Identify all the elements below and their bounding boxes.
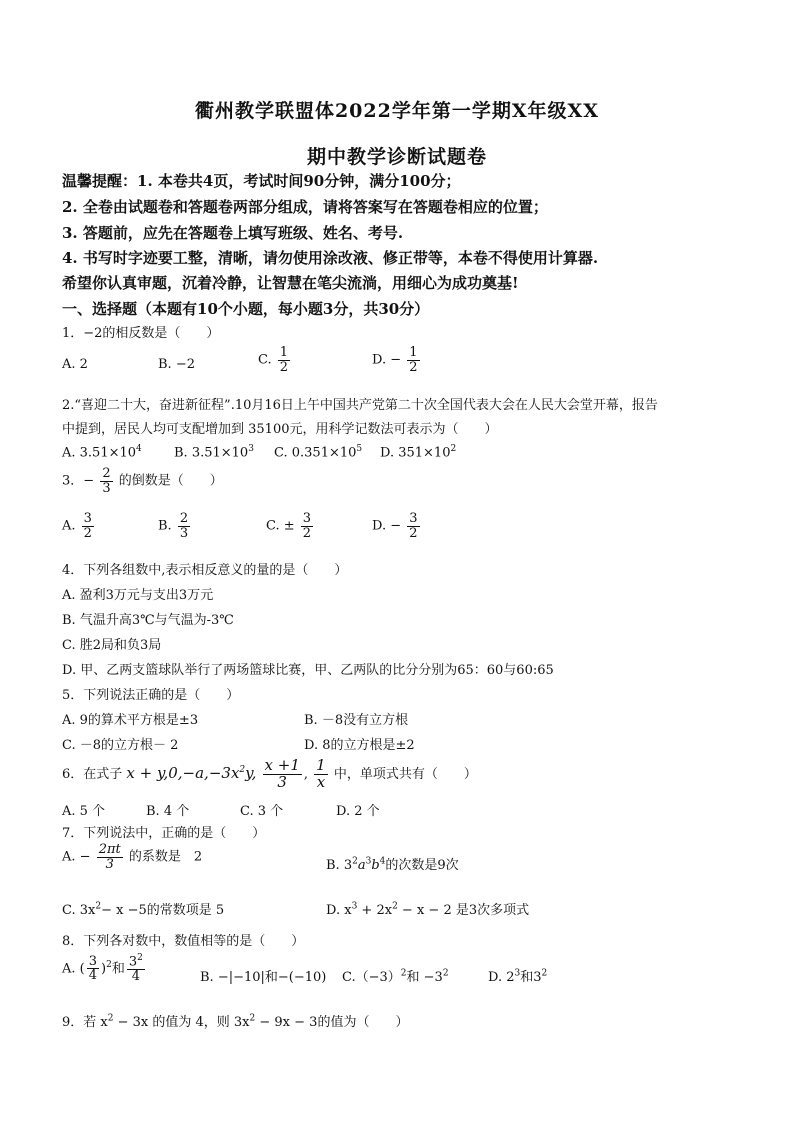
- q2-c-base: C. 0.351×10: [274, 445, 357, 461]
- question-8-stem: 8．下列各对数中，数值相等的是（ ）: [62, 934, 305, 949]
- q7-d-mid: + 2x: [357, 903, 393, 918]
- q7-a-suffix: 的系数是 2: [128, 849, 203, 865]
- q7-a-den: 3: [105, 856, 114, 872]
- q7-d-pre: D. x: [326, 903, 352, 918]
- tip-line-2: 2. 全卷由试题卷和答题卷两部分组成，请将答案写在答题卷相应的位置；: [62, 198, 548, 216]
- q1-c-num: 1: [279, 345, 289, 360]
- q8-option-a: [62, 954, 147, 984]
- q5-option-a: A. 9的算术平方根是±3: [62, 713, 199, 728]
- q8-d-pre: D. 2: [488, 970, 515, 985]
- q7-option-c: [62, 899, 224, 918]
- q7-option-d: [326, 899, 529, 918]
- q8-a-pow: ): [101, 961, 107, 977]
- q3-b-fraction: [178, 512, 190, 540]
- q8-a-exp: 2: [106, 959, 112, 970]
- q7-b-e3: 4: [379, 856, 386, 867]
- q2-a-base: A. 3.51×10: [62, 445, 137, 461]
- q3-a-fraction: [82, 512, 94, 540]
- q3-c-den: 2: [302, 525, 312, 541]
- q9-mid1: − 3x 的值为 4，则 3x: [113, 1015, 250, 1030]
- q4-option-a: A. 盈利3万元与支出3万元: [62, 588, 214, 603]
- q3-c-num: 3: [302, 511, 312, 526]
- q8-a-den: 4: [88, 968, 98, 984]
- q6-option-d: D. 2 个: [336, 804, 380, 819]
- q8-d-e1: 3: [514, 968, 521, 979]
- q7-b-e1: 2: [352, 856, 358, 867]
- q9-pre: 9．若 x: [62, 1015, 108, 1030]
- q8-c-e2: 2: [442, 968, 449, 979]
- q3-b-den: 3: [179, 525, 189, 541]
- q1-d-num: 1: [409, 345, 418, 360]
- q8-a2-num-exp: 2: [137, 953, 143, 963]
- q6-option-a: A. 5 个: [62, 804, 106, 819]
- question-2-stem-line1: 2.“喜迎二十大，奋进新征程”.10月16日上午中国共产党第二十次全国代表大会在人民大会堂开幕，报告: [62, 398, 658, 413]
- q6-f1-num: x +1: [264, 756, 300, 774]
- q2-option-a: [62, 444, 142, 460]
- q3-a-den: 2: [83, 525, 92, 541]
- q8-a-prefix: A. (: [62, 961, 85, 977]
- question-3-stem: [62, 467, 223, 495]
- q8-option-b: B. −|−10|和−(−10): [200, 970, 327, 985]
- q1-option-c: [258, 346, 292, 374]
- q3-c-prefix: C. ±: [266, 518, 295, 534]
- q6-fraction-1: [263, 758, 302, 791]
- q2-option-b: [174, 444, 254, 460]
- question-9-stem: [62, 1011, 408, 1030]
- q6-f1-den: 3: [277, 772, 287, 791]
- q2-d-base: D. 351×10: [380, 445, 451, 461]
- q8-c-mid: 和 −3: [406, 970, 443, 985]
- q7-c-e1: 2: [95, 901, 102, 912]
- q7-option-a: [62, 843, 202, 871]
- q7-d-e2: 2: [392, 901, 398, 912]
- q7-b-mid1: a: [357, 858, 366, 873]
- q8-a-fraction-2: [127, 954, 145, 984]
- q8-a-num: 3: [88, 953, 98, 969]
- q6-f2-num: 1: [316, 756, 326, 774]
- q5-option-c: C. －8的立方根－ 2: [62, 738, 179, 753]
- q4-option-b: B. 气温升高3℃与气温为-3℃: [62, 613, 234, 628]
- question-5-stem: 5．下列说法正确的是（ ）: [62, 688, 240, 703]
- question-7-stem: 7．下列说法中，正确的是（ ）: [62, 826, 266, 841]
- q8-a2-den: 4: [131, 968, 140, 984]
- q3-d-prefix: D. −: [372, 518, 402, 534]
- q6-option-c: C. 3 个: [240, 804, 284, 819]
- q4-option-d: D. 甲、乙两支篮球队举行了两场篮球比赛，甲、乙两队的比分分别为65：60与60:65: [62, 663, 554, 678]
- q1-option-d: [372, 346, 422, 374]
- q3-option-b: [158, 512, 192, 540]
- q3-den: 3: [102, 480, 111, 496]
- q2-a-exp: 4: [136, 444, 142, 454]
- question-2-stem-line2: 中提到，居民人均可支配增加到 35100元，用科学记数法可表示为（ ）: [62, 422, 498, 437]
- q8-a-fraction: [87, 955, 99, 983]
- q2-d-exp: 2: [450, 444, 457, 454]
- q3-b-prefix: B.: [158, 518, 172, 534]
- q3-d-num: 3: [409, 511, 418, 526]
- q2-option-c: [274, 444, 362, 460]
- q9-e2: 2: [249, 1013, 256, 1024]
- q7-a-num: 2πt: [98, 842, 121, 857]
- q1-c-den: 2: [279, 359, 289, 375]
- q3-prefix: 3．−: [62, 473, 95, 489]
- q4-option-c: C. 胜2局和负3局: [62, 638, 162, 653]
- q8-option-c: [342, 966, 449, 985]
- q3-b-num: 2: [179, 511, 189, 526]
- q1-option-b: B. −2: [158, 357, 195, 372]
- q7-c-post: − x −5的常数项是 5: [101, 903, 225, 918]
- q2-c-exp: 5: [356, 444, 363, 454]
- q7-b-mid2: b: [371, 858, 380, 873]
- q7-a-fraction: [97, 843, 123, 871]
- q7-d-e1: 3: [351, 901, 358, 912]
- q2-option-d: [380, 444, 456, 460]
- q8-c-e1: 2: [400, 968, 407, 979]
- q9-e1: 2: [107, 1013, 114, 1024]
- q8-d-mid: 和3: [520, 970, 542, 985]
- q8-a2-num-base: 3: [128, 954, 138, 970]
- q3-d-den: 2: [409, 525, 418, 541]
- q7-b-pre: B. 3: [326, 858, 353, 873]
- q3-d-fraction: [407, 512, 419, 540]
- q6-f2-den: x: [316, 772, 326, 791]
- q1-c-fraction: [278, 346, 290, 374]
- q8-c-pre: C.（−3）: [342, 970, 401, 985]
- q8-option-d: [488, 966, 547, 985]
- q6-prefix: 6．在式子: [62, 766, 123, 782]
- question-1-stem: 1．−2的相反数是（ ）: [62, 326, 220, 341]
- q3-a-num: 3: [83, 511, 92, 526]
- q6-expression: [126, 764, 256, 782]
- q6-sep: ,: [303, 766, 309, 782]
- q7-a-prefix: A. −: [62, 849, 91, 865]
- q6-exp: 2: [239, 764, 246, 775]
- q8-a2-num: [127, 954, 145, 970]
- exam-title-line2: 期中教学诊断试题卷: [306, 146, 487, 168]
- q2-b-exp: 3: [248, 444, 254, 454]
- q3-suffix: 的倒数是（ ）: [118, 473, 223, 489]
- q6-suffix: 中，单项式共有（ ）: [333, 766, 477, 782]
- q7-c-pre: C. 3x: [62, 903, 96, 918]
- section-title: 一、选择题（本题有10个小题，每小题3分，共30分）: [62, 300, 430, 318]
- tip-line-1: 温馨提醒：1. 本卷共4页，考试时间90分钟，满分100分；: [62, 172, 461, 190]
- q3-fraction: [100, 467, 112, 495]
- tip-line-5: 希望你认真审题，沉着冷静，让智慧在笔尖流淌，用细心为成功奠基!: [62, 274, 519, 292]
- q5-option-b: B. －8没有立方根: [304, 713, 409, 728]
- q9-post: − 9x − 3的值为（ ）: [255, 1015, 409, 1030]
- q8-d-e2: 2: [541, 968, 548, 979]
- question-4-stem: 4．下列各组数中,表示相反意义的量的是（ ）: [62, 563, 348, 578]
- tip-line-3: 3. 答题前，应先在答题卷上填写班级、姓名、考号.: [62, 224, 404, 242]
- q7-option-b: [326, 854, 459, 873]
- q6-fraction-2: [314, 758, 328, 791]
- q3-num: 2: [102, 466, 111, 481]
- q7-d-post: − x − 2 是3次多项式: [397, 903, 530, 918]
- q5-option-d: D. 8的立方根是±2: [304, 738, 415, 753]
- q3-option-c: [266, 512, 315, 540]
- q3-c-fraction: [301, 512, 313, 540]
- q3-a-prefix: A.: [62, 518, 76, 534]
- q6-option-b: B. 4 个: [146, 804, 190, 819]
- tip-line-4: 4. 书写时字迹要工整，清晰，请勿使用涂改液、修正带等，本卷不得使用计算器.: [62, 249, 599, 267]
- question-6-stem: [62, 758, 477, 791]
- q7-b-post: 的次数是9次: [385, 858, 459, 873]
- q6-expr2: y,: [245, 763, 257, 782]
- q7-b-e2: 3: [365, 856, 372, 867]
- q3-option-d: [372, 512, 422, 540]
- q1-d-prefix: D. −: [372, 352, 402, 368]
- q1-d-fraction: [407, 346, 419, 374]
- q6-expr1: x + y,0,−a,−3x: [126, 763, 240, 782]
- q1-option-a: A. 2: [62, 357, 88, 372]
- q1-c-prefix: C.: [258, 352, 272, 368]
- q2-b-base: B. 3.51×10: [174, 445, 249, 461]
- exam-title-line1: 衢州教学联盟体2022学年第一学期X年级XX: [194, 100, 600, 122]
- q8-a-and: 和: [111, 961, 125, 977]
- q1-d-den: 2: [409, 359, 418, 375]
- q3-option-a: [62, 512, 96, 540]
